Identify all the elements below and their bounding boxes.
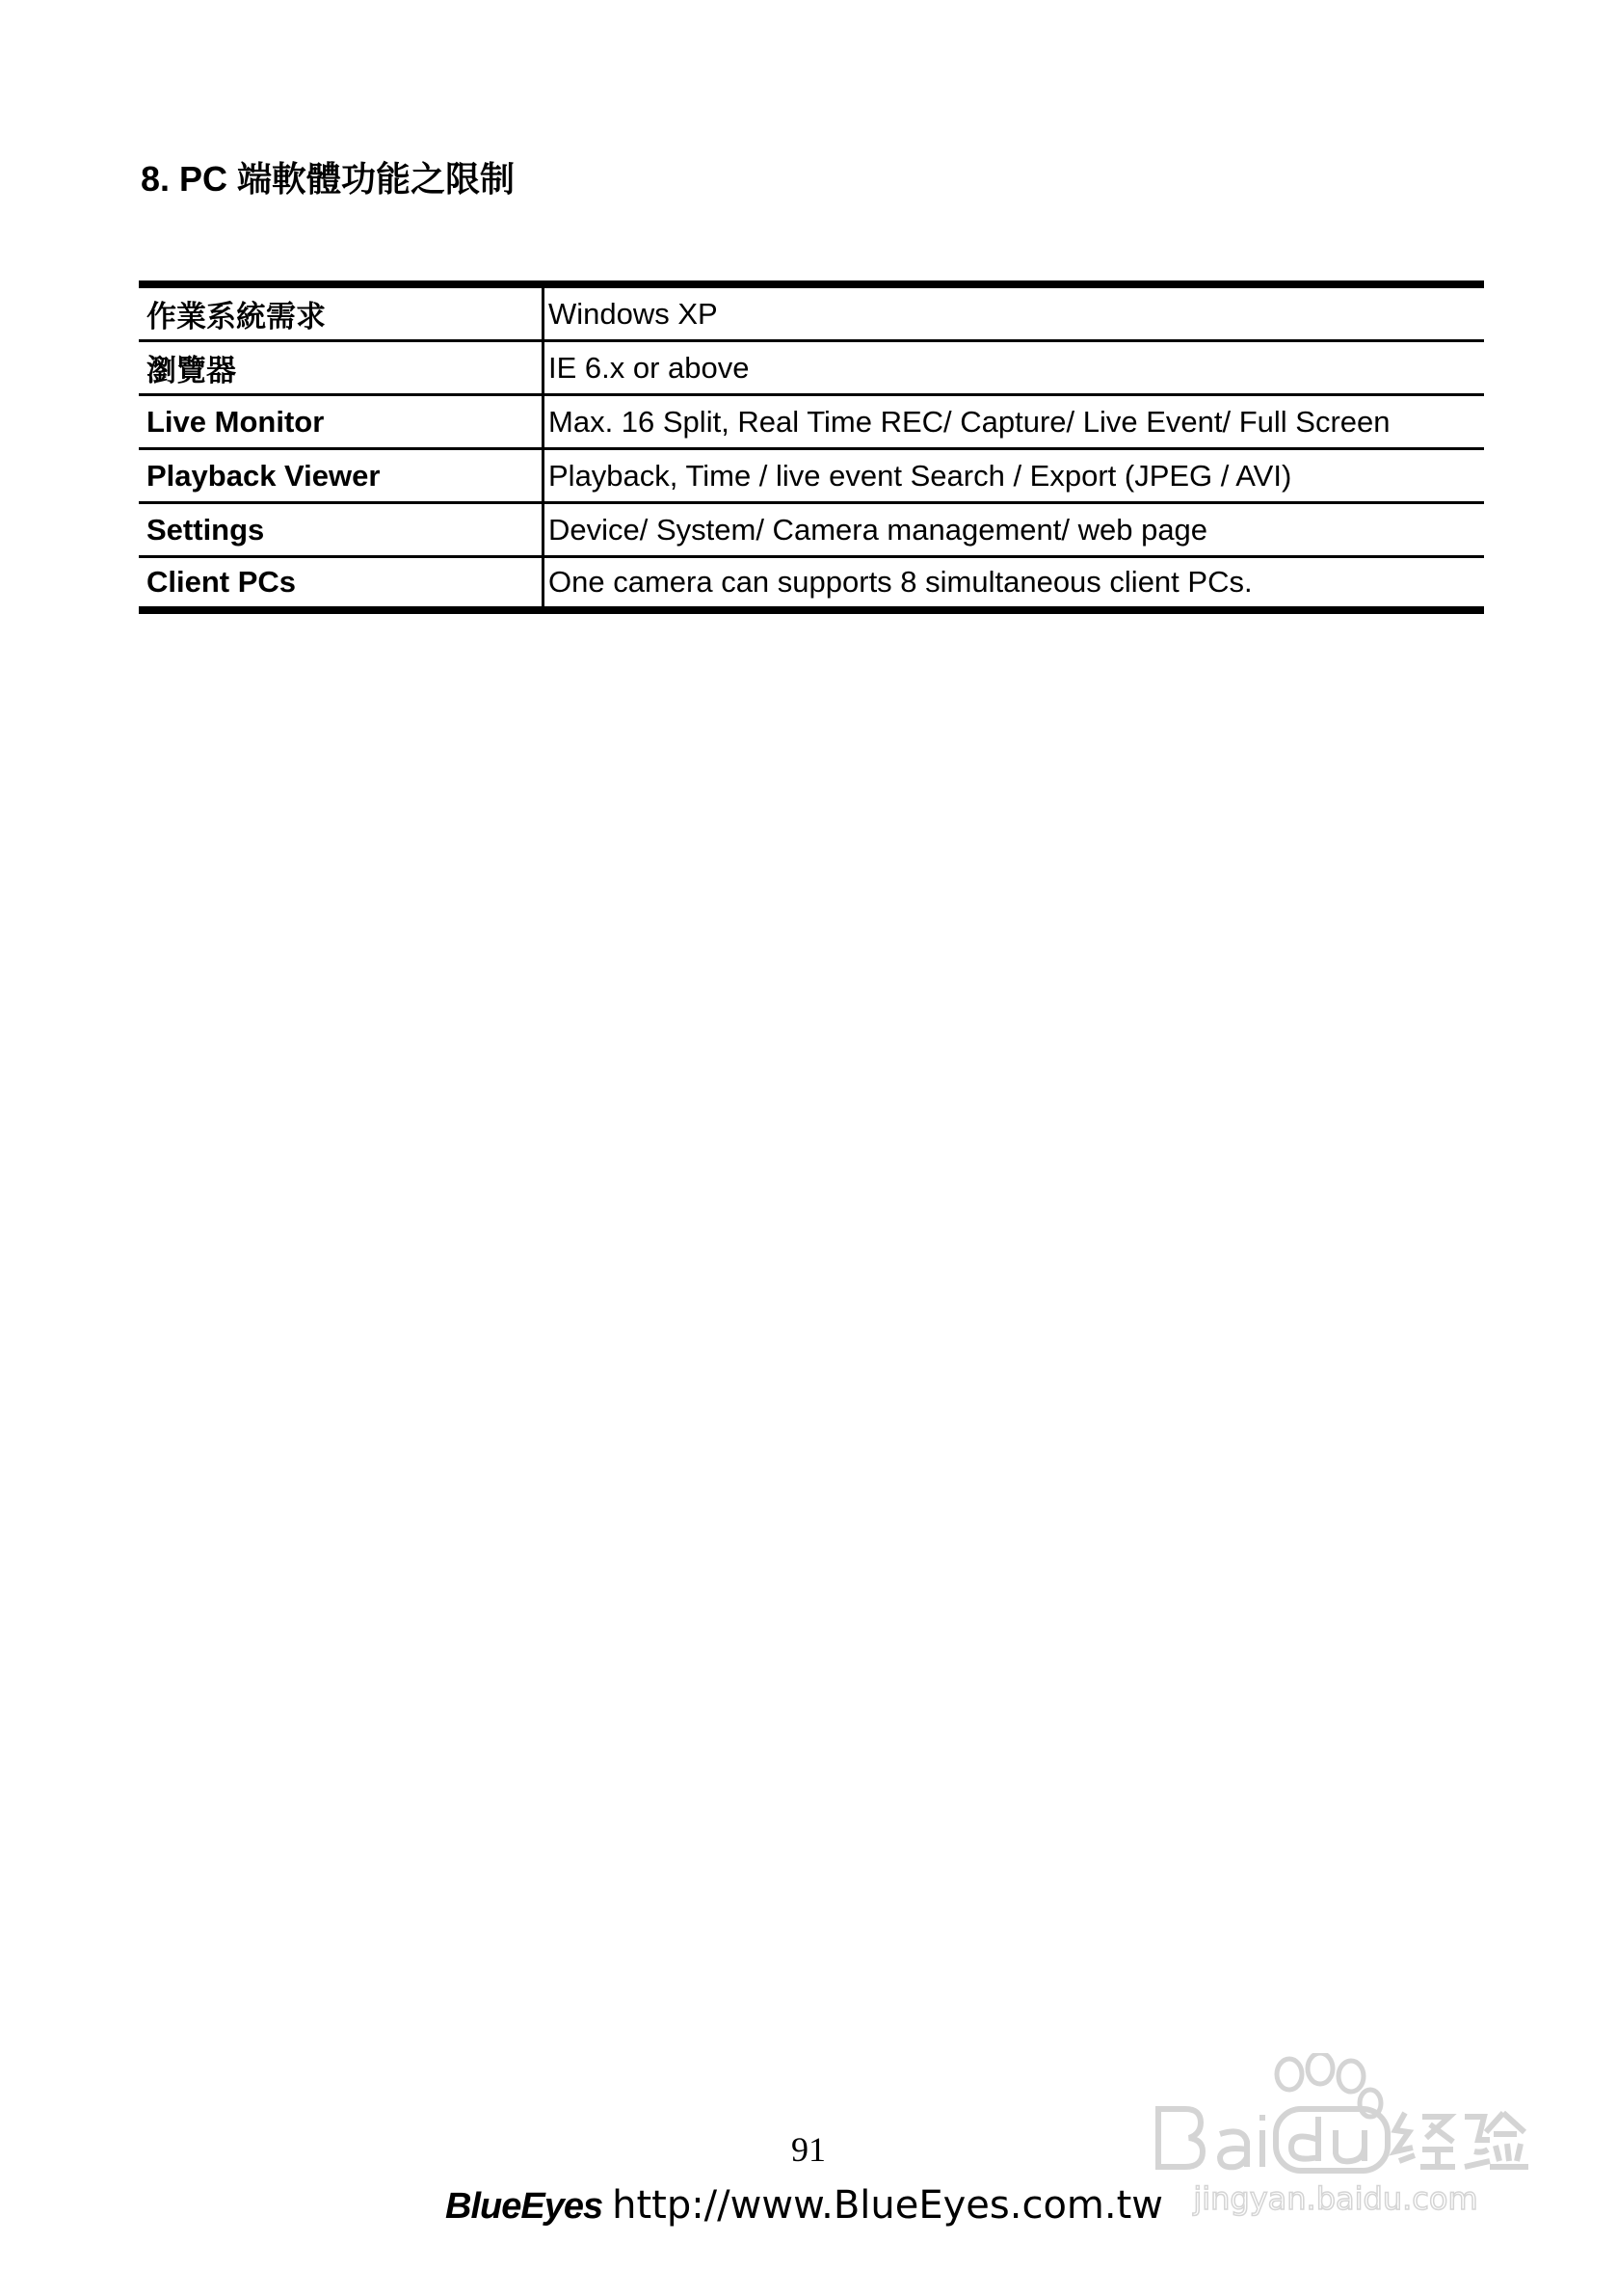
- row-value: One camera can supports 8 simultaneous client PCs.: [548, 565, 1253, 599]
- page-number: 91: [791, 2130, 826, 2169]
- row-value: Max. 16 Split, Real Time REC/ Capture/ Live Event/ Full Screen: [543, 395, 1485, 449]
- spec-table: [139, 280, 1484, 614]
- table-row: [139, 449, 1484, 503]
- row-value: Device/ System/ Camera management/ web page: [543, 503, 1485, 557]
- brand-logo: BlueEyes: [445, 2186, 603, 2227]
- svg-text:jingyan.baidu.com: jingyan.baidu.com: [1193, 2180, 1478, 2217]
- table-row: [139, 395, 1484, 449]
- row-label: Live Monitor: [139, 395, 543, 449]
- table-row: [139, 503, 1484, 557]
- row-label: Client PCs: [139, 557, 543, 611]
- row-label: Settings: [139, 503, 543, 557]
- row-value: Windows XP: [543, 284, 1485, 341]
- table-row: [139, 557, 1484, 611]
- page-title: 8. PC 端軟體功能之限制: [141, 159, 516, 199]
- table-row: [139, 284, 1484, 341]
- row-label: Playback Viewer: [139, 449, 543, 503]
- row-value: IE 6.x or above: [543, 341, 1485, 395]
- baidu-watermark: [1147, 2053, 1532, 2227]
- row-value: Playback, Time / live event Search / Export (JPEG / AVI): [543, 449, 1485, 503]
- page-footer: [445, 2183, 1163, 2228]
- table-row: [139, 341, 1484, 395]
- row-label: 瀏覽器: [139, 341, 543, 395]
- row-label: 作業系統需求: [139, 284, 543, 341]
- footer-url: http://www.BlueEyes.com.tw: [612, 2183, 1163, 2228]
